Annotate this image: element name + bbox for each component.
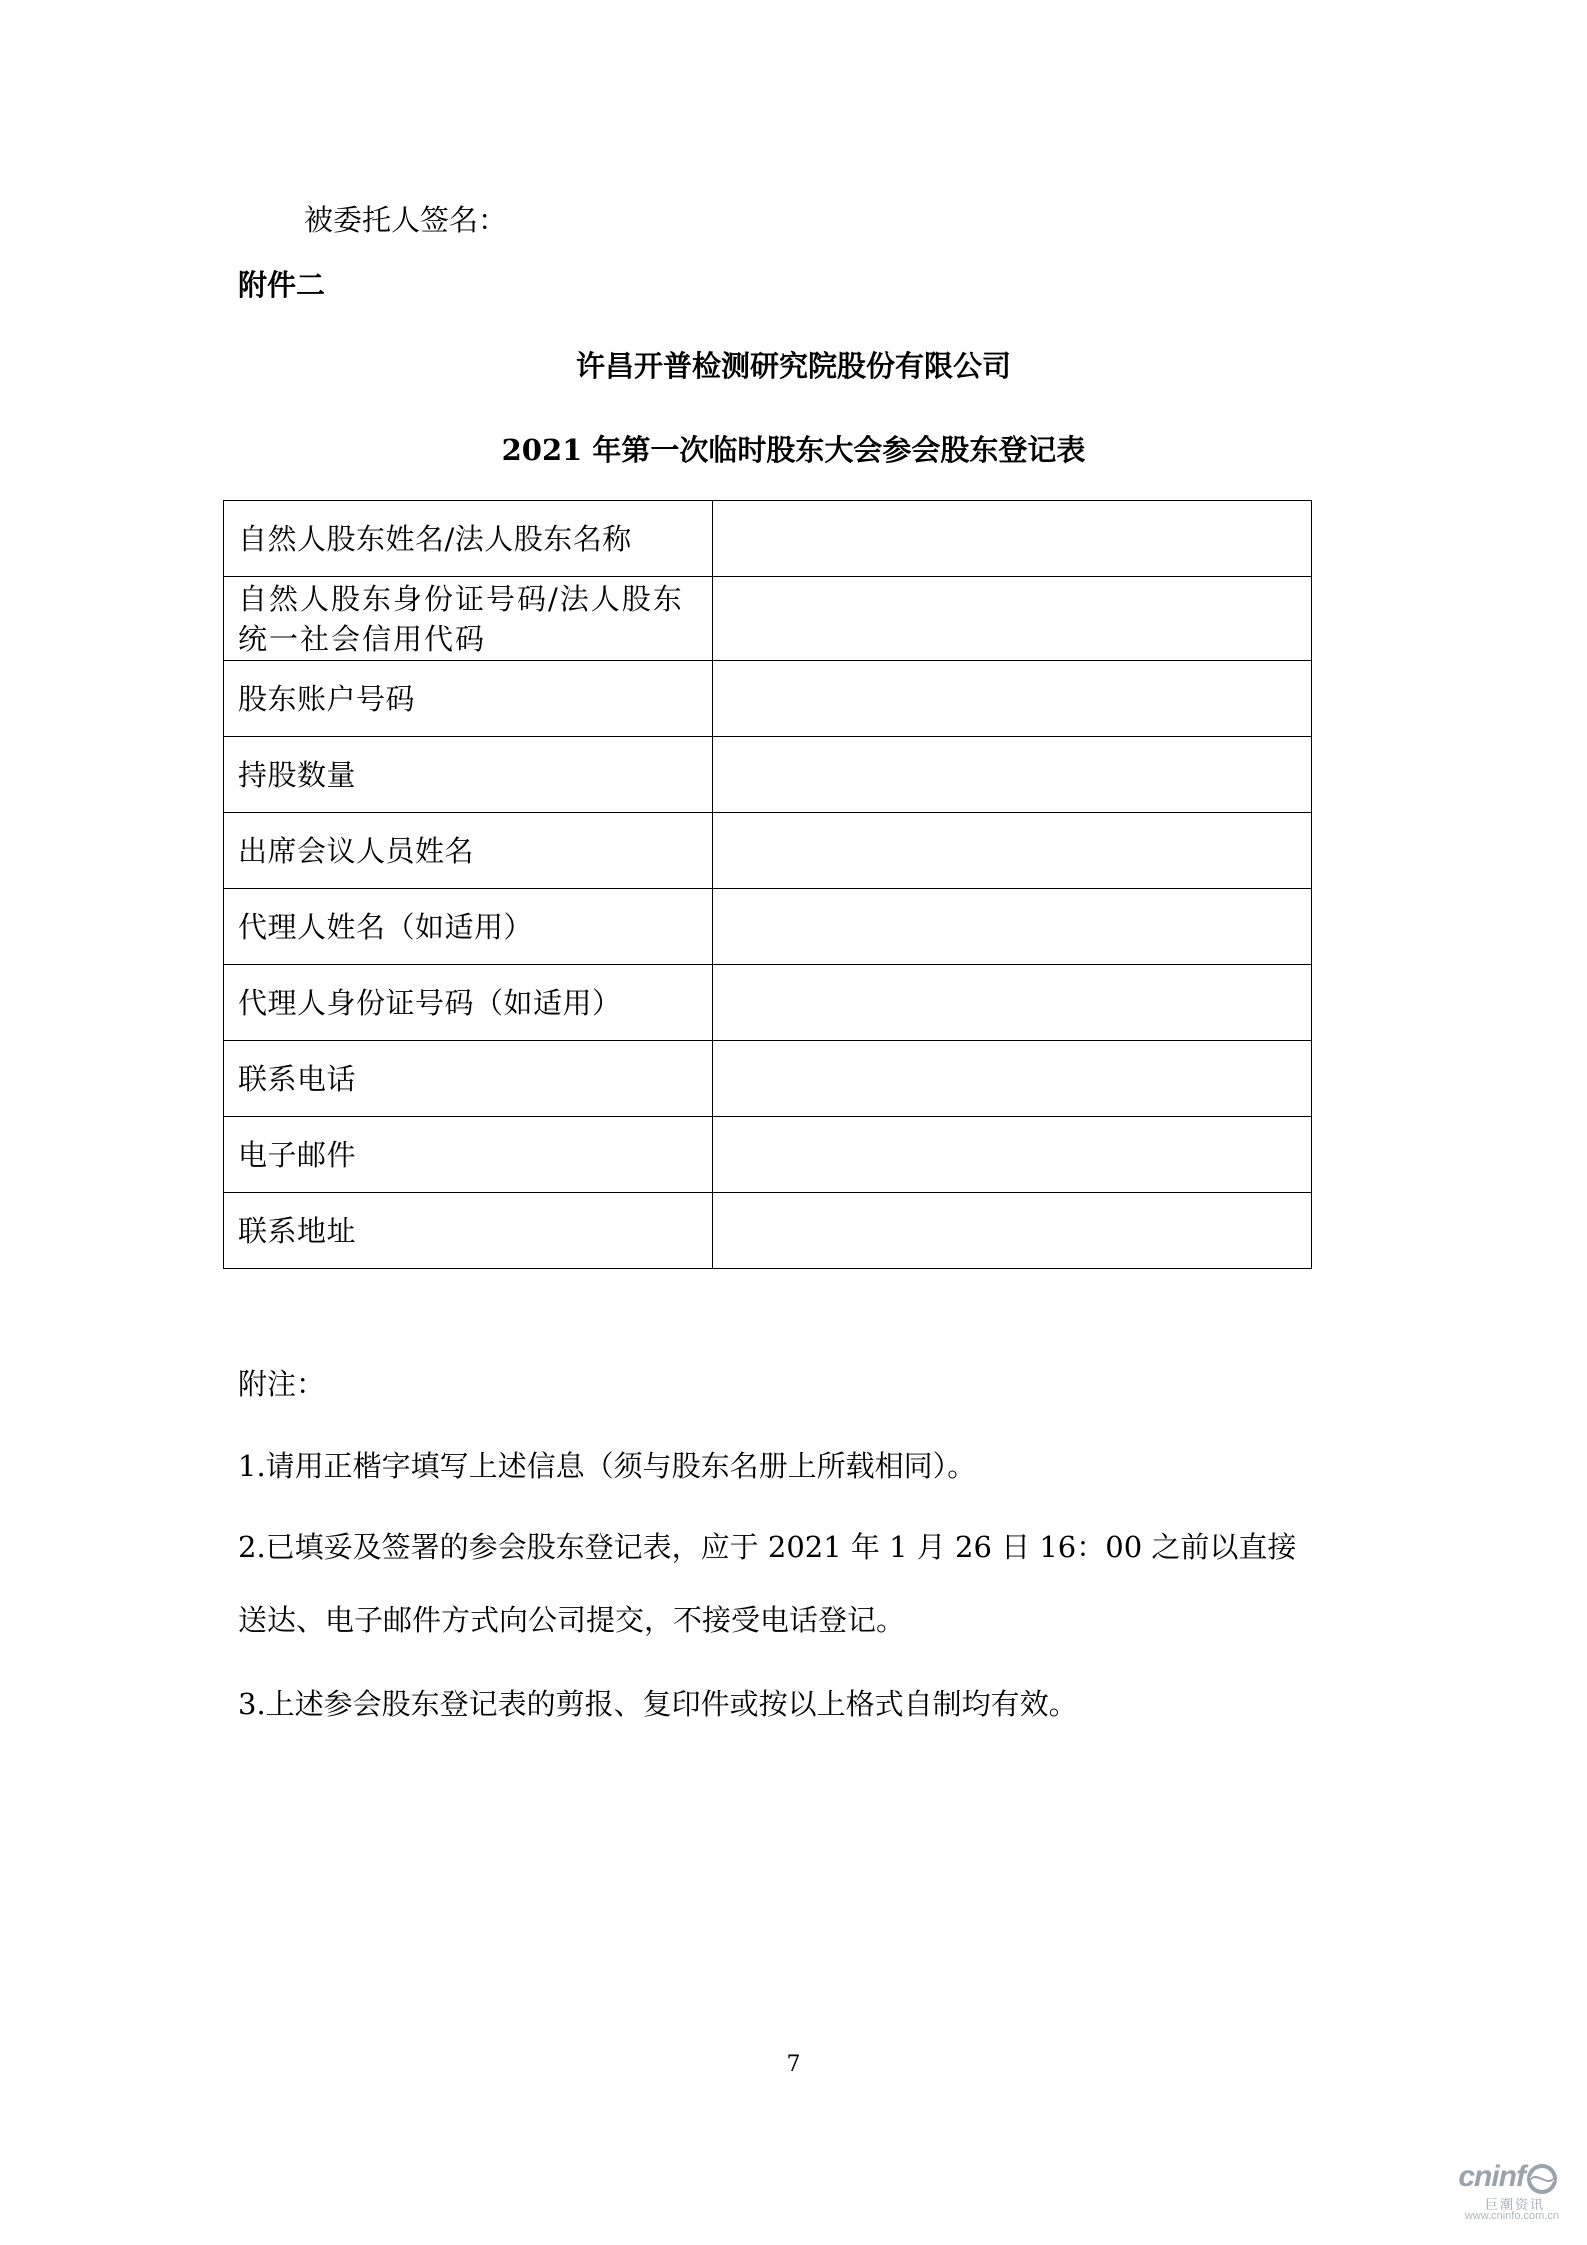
logo-wordmark: cninf (1458, 2160, 1525, 2193)
row-value-field[interactable] (713, 1117, 1312, 1193)
attachment-label: 附件二 (238, 268, 326, 302)
row-label: 自然人股东姓名/法人股东名称 (224, 501, 713, 577)
row-label: 股东账户号码 (224, 661, 713, 737)
table-row (224, 737, 1312, 813)
table-row (224, 889, 1312, 965)
table-row (224, 1041, 1312, 1117)
logo-url: www.cninfo.com.cn (1464, 2210, 1559, 2222)
page-number: 7 (786, 2052, 801, 2077)
signature-line: 被委托人签名： (304, 203, 508, 237)
row-value-field[interactable] (713, 965, 1312, 1041)
row-label: 代理人姓名（如适用） (224, 889, 713, 965)
note-item-1: 1.请用正楷字填写上述信息（须与股东名册上所载相同）。 (238, 1449, 977, 1483)
note-item-2-continued: 送达、电子邮件方式向公司提交，不接受电话登记。 (238, 1603, 906, 1637)
company-name: 许昌开普检测研究院股份有限公司 (575, 349, 1011, 383)
logo-subtitle: 巨潮资讯 (1484, 2197, 1545, 2212)
note-item-2: 2.已填妥及签署的参会股东登记表，应于 2021 年 1 月 26 日 16：00 之前以直接 (238, 1530, 1297, 1564)
row-label: 持股数量 (224, 737, 713, 813)
row-value-field[interactable] (713, 1193, 1312, 1269)
table-row (224, 501, 1312, 577)
row-label: 联系电话 (224, 1041, 713, 1117)
row-label: 自然人股东身份证号码/法人股东统一社会信用代码 (224, 577, 713, 661)
table-row (224, 1117, 1312, 1193)
row-label: 电子邮件 (224, 1117, 713, 1193)
note-item-3: 3.上述参会股东登记表的剪报、复印件或按以上格式自制均有效。 (238, 1687, 1078, 1721)
notes-heading: 附注： (238, 1367, 326, 1401)
form-title: 2021 年第一次临时股东大会参会股东登记表 (501, 433, 1086, 467)
row-label: 联系地址 (224, 1193, 713, 1269)
table-row (224, 1193, 1312, 1269)
row-value-field[interactable] (713, 577, 1312, 661)
registration-table (223, 500, 1312, 1269)
cninfo-watermark-logo (1429, 2160, 1559, 2220)
cninfo-swirl-icon (1525, 2162, 1559, 2196)
row-label: 出席会议人员姓名 (224, 813, 713, 889)
table-row (224, 661, 1312, 737)
table-row (224, 965, 1312, 1041)
row-value-field[interactable] (713, 1041, 1312, 1117)
table-row (224, 577, 1312, 661)
row-value-field[interactable] (713, 501, 1312, 577)
row-value-field[interactable] (713, 889, 1312, 965)
table-row (224, 813, 1312, 889)
row-label: 代理人身份证号码（如适用） (224, 965, 713, 1041)
row-value-field[interactable] (713, 661, 1312, 737)
row-value-field[interactable] (713, 737, 1312, 813)
row-value-field[interactable] (713, 813, 1312, 889)
